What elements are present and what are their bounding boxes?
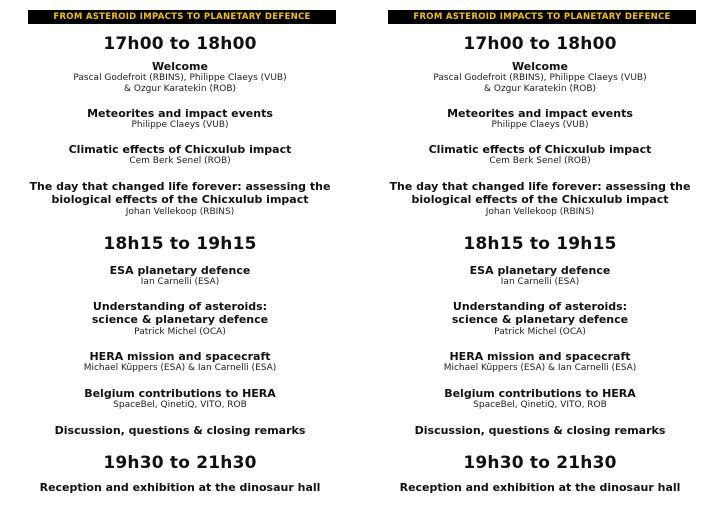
program-column-right xyxy=(364,0,716,507)
talk-title: Discussion, questions & closing remarks xyxy=(414,424,666,437)
talk-title: The day that changed life forever: assessing the biological effects of the Chicxulub impact xyxy=(389,180,691,206)
talk-title: Welcome xyxy=(512,60,568,73)
talk-title: HERA mission and spacecraft xyxy=(449,350,631,363)
session-time: 17h00 to 18h00 xyxy=(103,34,257,54)
talk-title: Understanding of asteroids: science & planetary defence xyxy=(451,300,629,326)
session-time: 18h15 to 19h15 xyxy=(463,234,617,254)
talk-title: Climatic effects of Chicxulub impact xyxy=(428,143,652,156)
program-banner: FROM ASTEROID IMPACTS TO PLANETARY DEFENCE xyxy=(28,10,336,24)
talk-speakers: SpaceBel, QinetiQ, VITO, ROB xyxy=(473,400,607,410)
talk-title: The day that changed life forever: assessing the biological effects of the Chicxulub impact xyxy=(29,180,331,206)
talk-speakers: Patrick Michel (OCA) xyxy=(134,327,226,337)
session-time: 19h30 to 21h30 xyxy=(103,453,257,473)
talk-title: Belgium contributions to HERA xyxy=(84,387,276,400)
talk-title: Understanding of asteroids: science & planetary defence xyxy=(91,300,269,326)
talk-speakers: SpaceBel, QinetiQ, VITO, ROB xyxy=(113,400,247,410)
talk-speakers: Cem Berk Senel (ROB) xyxy=(129,156,231,166)
talk-title: Meteorites and impact events xyxy=(87,107,273,120)
talk-speakers: Johan Vellekoop (RBINS) xyxy=(125,207,235,217)
talk-speakers: Ian Carnelli (ESA) xyxy=(140,277,220,287)
talk-title: Belgium contributions to HERA xyxy=(444,387,636,400)
talk-title: HERA mission and spacecraft xyxy=(89,350,271,363)
talk-title: Welcome xyxy=(152,60,208,73)
talk-title: Reception and exhibition at the dinosaur hall xyxy=(39,481,321,494)
talk-title: Discussion, questions & closing remarks xyxy=(54,424,306,437)
talk-title: ESA planetary defence xyxy=(109,264,251,277)
talk-speakers: Philippe Claeys (VUB) xyxy=(131,120,229,130)
talk-speakers: & Ozgur Karatekin (ROB) xyxy=(123,84,237,94)
talk-speakers: Pascal Godefroit (RBINS), Philippe Claeys (VUB) xyxy=(73,73,287,83)
session-time: 19h30 to 21h30 xyxy=(463,453,617,473)
talk-speakers: Pascal Godefroit (RBINS), Philippe Claeys (VUB) xyxy=(433,73,647,83)
talk-speakers: Michael Küppers (ESA) & Ian Carnelli (ESA) xyxy=(443,363,637,373)
talk-speakers: & Ozgur Karatekin (ROB) xyxy=(483,84,597,94)
talk-title: Reception and exhibition at the dinosaur hall xyxy=(399,481,681,494)
session-time: 18h15 to 19h15 xyxy=(103,234,257,254)
talk-speakers: Cem Berk Senel (ROB) xyxy=(489,156,591,166)
talk-speakers: Johan Vellekoop (RBINS) xyxy=(485,207,595,217)
session-time: 17h00 to 18h00 xyxy=(463,34,617,54)
talk-title: Meteorites and impact events xyxy=(447,107,633,120)
program-column-left xyxy=(4,0,356,507)
program-banner: FROM ASTEROID IMPACTS TO PLANETARY DEFENCE xyxy=(388,10,696,24)
talk-speakers: Michael Küppers (ESA) & Ian Carnelli (ESA) xyxy=(83,363,277,373)
talk-title: ESA planetary defence xyxy=(469,264,611,277)
talk-title: Climatic effects of Chicxulub impact xyxy=(68,143,292,156)
talk-speakers: Philippe Claeys (VUB) xyxy=(491,120,589,130)
talk-speakers: Ian Carnelli (ESA) xyxy=(500,277,580,287)
talk-speakers: Patrick Michel (OCA) xyxy=(494,327,586,337)
